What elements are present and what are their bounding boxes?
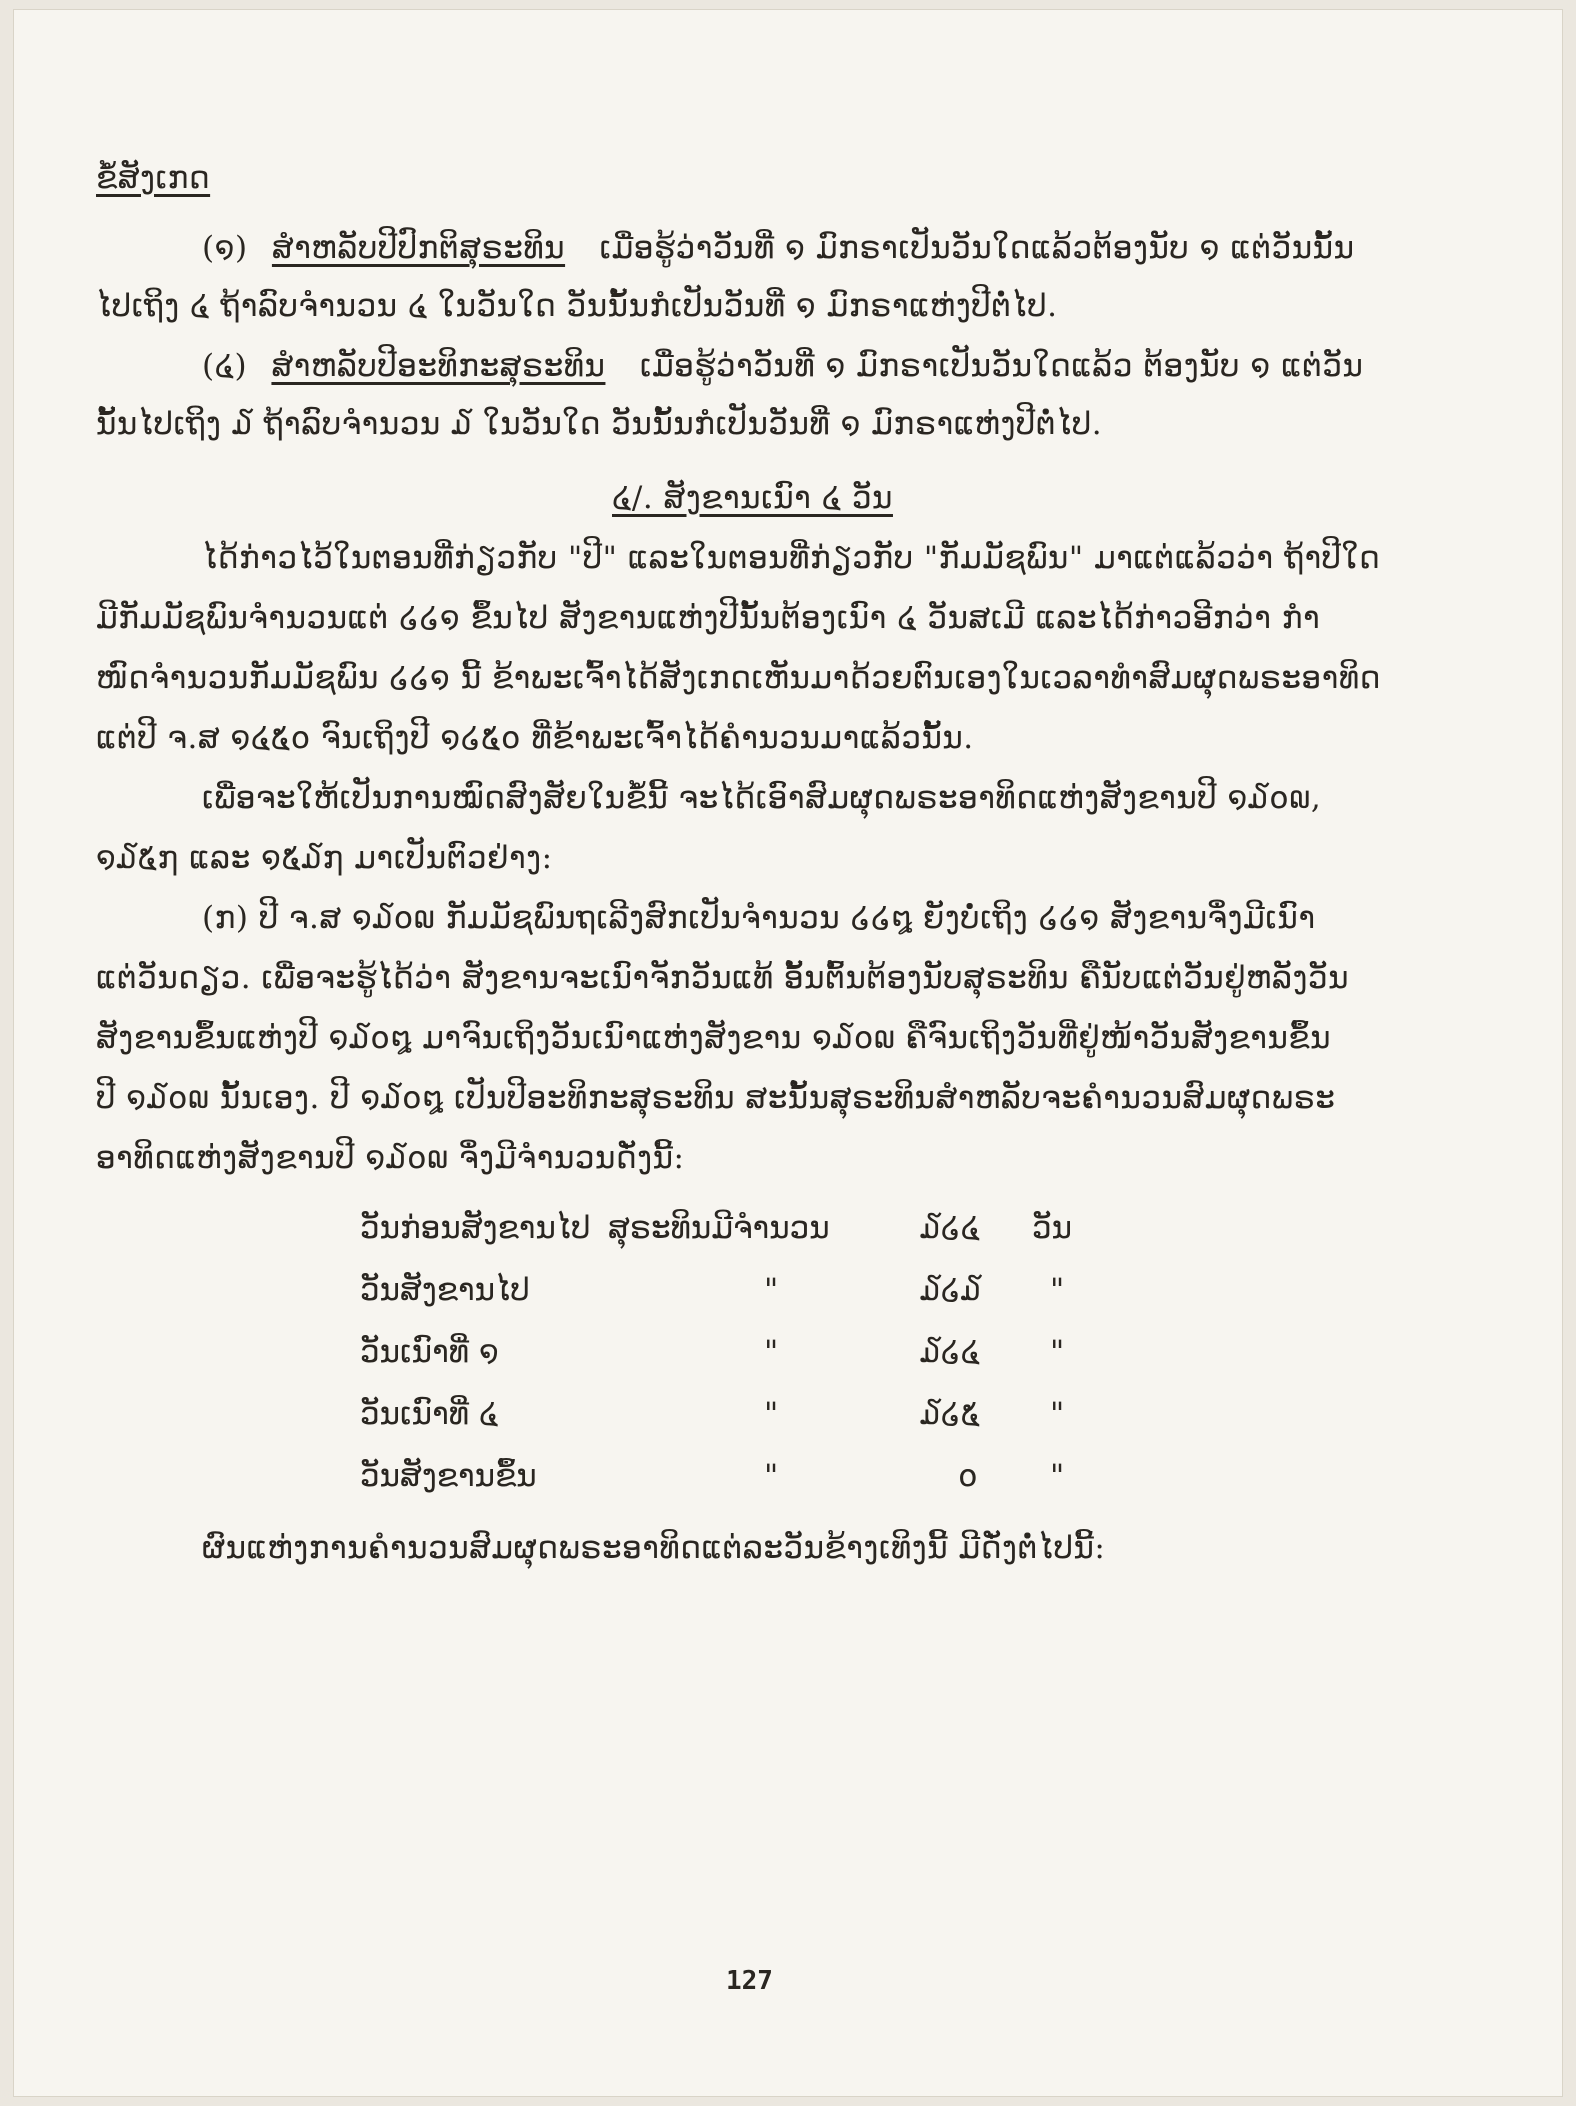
section-title: ໔/. ສັງຂານເນົາ ໔ ວັນ [612,480,893,516]
paragraph-5-line-3: ສັງຂານຂຶ້ນແຫ່ງປີ ໑໓໐໘ ມາຈົນເຖິງວັນເນົາແຫ່ງສັງຂານ ໑໓໐໙ ຄືຈົນເຖິງວັນທີ່ຢູ່ໜ້າວັນສັງຂານຂຶ້ນ [96,1020,1332,1056]
table-col2: " [764,1458,779,1494]
document-page [14,10,1562,2096]
table-col2: " [764,1334,779,1370]
paragraph-5-line-2: ແຕ່ວັນດຽວ. ເພື່ອຈະຮູ້ໄດ້ວ່າ ສັງຂານຈະເນົາຈັກວັນແທ້ ອັ້ນຕົ້ນຕ້ອງນັບສຸຣະທິນ ຄືນັບແຕ່ວັນຢູ່ຫລັງວັນ [96,960,1350,996]
paragraph-3-line-1: ໄດ້ກ່າວໄວ້ໃນຕອນທີ່ກ່ຽວກັບ "ປີ" ແລະໃນຕອນທີ່ກ່ຽວກັບ "ກັມມັຊພົນ" ມາແຕ່ແລ້ວວ່າ ຖ້າປີໃດ [202,540,1381,576]
table-value: ໓໒໓ [920,1272,982,1308]
paragraph-1-title: ສໍາຫລັບປີປົກຕິສຸຣະທິນ [271,230,566,266]
paragraph-1-number: (໑) [202,230,248,266]
table-label: ວັນສັງຂານໄປ [360,1272,530,1308]
heading: ຂໍ້ສັງເກດ [96,160,211,196]
paragraph-3-line-3: ໜົດຈໍານວນກັມມັຊພົນ ໒໒໑ ນີ້ ຂ້າພະເຈົ້າໄດ້ສັງເກດເຫັນມາດ້ວຍຕົນເອງໃນເວລາທໍາສົມຜຸດພຣະອາທິດ [96,660,1381,696]
table-value: ໐ [958,1458,978,1494]
paragraph-5-line-5: ອາທິດແຫ່ງສັງຂານປີ ໑໓໐໙ ຈຶ່ງມີຈໍານວນດັ່ງນີ້: [96,1140,685,1176]
paragraph-2-text: ເມື່ອຮູ້ວ່າວັນທີ່ ໑ ມົກຣາເປັນວັນໃດແລ້ວ ຕ້ອງນັບ ໑ ແຕ່ວັນ [639,348,1364,384]
paragraph-2-number: (໔) [202,348,248,384]
paragraph-4-line-1: ເພື່ອຈະໃຫ້ເປັນການໝົດສົງສັຍໃນຂໍ້ນີ້ ຈະໄດ້ເອົາສົມຜຸດພຣະອາທິດແຫ່ງສັງຂານປີ ໑໓໐໙, [202,780,1322,816]
paragraph-5-line-4: ປີ ໑໓໐໙ ນັ້ນເອງ. ປີ ໑໓໐໘ ເປັນປີອະທິກະສຸຣະທິນ ສະນັ້ນສຸຣະທິນສໍາຫລັບຈະຄໍານວນສົມຜຸດພຣະ [96,1080,1336,1116]
table-unit: ວັນ [1032,1210,1073,1246]
table-col2: " [764,1272,779,1308]
table-unit: " [1050,1334,1065,1370]
table-unit: " [1050,1458,1065,1494]
table-label: ວັນເນົາທີ່ ໑ [360,1334,499,1370]
paragraph-4-line-2: ໑໓໕໗ ແລະ ໑໕໓໗ ມາເປັນຕົວຢ່າງ: [96,840,553,876]
paragraph-1-line-1 [202,230,1355,266]
table-label: ວັນສັງຂານຂຶ້ນ [360,1458,537,1494]
page-number: 127 [726,1966,773,1996]
paragraph-3-line-2: ມີກັມມັຊພົນຈໍານວນແຕ່ ໒໒໑ ຂຶ້ນໄປ ສັງຂານແຫ່ງປີນັ້ນຕ້ອງເນົາ ໔ ວັນສເມີ ແລະໄດ້ກ່າວອີກວ່າ ກໍາ [96,600,1321,636]
table-unit: " [1050,1396,1065,1432]
paragraph-5-line-1: (ກ) ປີ ຈ.ສ ໑໓໐໙ ກັມມັຊພົນຖເລີງສົກເປັນຈໍານວນ ໒໒໘ ຍັງບໍ່ເຖິງ ໒໒໑ ສັງຂານຈຶ່ງມີເນົາ [202,900,1316,936]
paragraph-1-text: ເມື່ອຮູ້ວ່າວັນທີ່ ໑ ມົກຣາເປັນວັນໃດແລ້ວຕ້ອງນັບ ໑ ແຕ່ວັນນັ້ນ [599,230,1355,266]
paragraph-2-line-2: ນັ້ນໄປເຖິງ ໓ ຖ້າລົບຈໍານວນ ໓ ໃນວັນໃດ ວັນນັ້ນກໍເປັນວັນທີ່ ໑ ມົກຣາແຫ່ງປີຕໍ່ໄປ. [96,406,1103,442]
table-label: ວັນກ່ອນສັງຂານໄປ [360,1210,591,1246]
table-col2: " [764,1396,779,1432]
paragraph-2-title: ສໍາຫລັບປີອະທິກະສຸຣະທິນ [271,348,606,384]
table-label: ວັນເນົາທີ່ ໔ [360,1396,499,1432]
table-value: ໓໒໕ [920,1396,981,1432]
table-value: ໓໒໔ [920,1334,981,1370]
paragraph-1-line-2: ໄປເຖິງ ໔ ຖ້າລົບຈໍານວນ ໔ ໃນວັນໃດ ວັນນັ້ນກໍເປັນວັນທີ່ ໑ ມົກຣາແຫ່ງປີຕໍ່ໄປ. [96,288,1058,324]
paragraph-2-line-1 [202,348,1363,384]
table-col2: ສຸຣະທິນມີຈໍານວນ [608,1210,830,1246]
table-value: ໓໒໔ [920,1210,981,1246]
closing-line: ຜົນແຫ່ງການຄໍານວນສົມຜຸດພຣະອາທິດແຕ່ລະວັນຂ້າງເທິງນີ້ ມີດັ່ງຕໍ່ໄປນີ້: [202,1530,1106,1566]
table-unit: " [1050,1272,1065,1308]
paragraph-3-line-4: ແຕ່ປີ ຈ.ສ ໑໔໕໐ ຈົນເຖິງປີ ໑໒໕໐ ທີ່ຂ້າພະເຈົ້າໄດ້ຄໍານວນມາແລ້ວນັ້ນ. [96,720,974,756]
